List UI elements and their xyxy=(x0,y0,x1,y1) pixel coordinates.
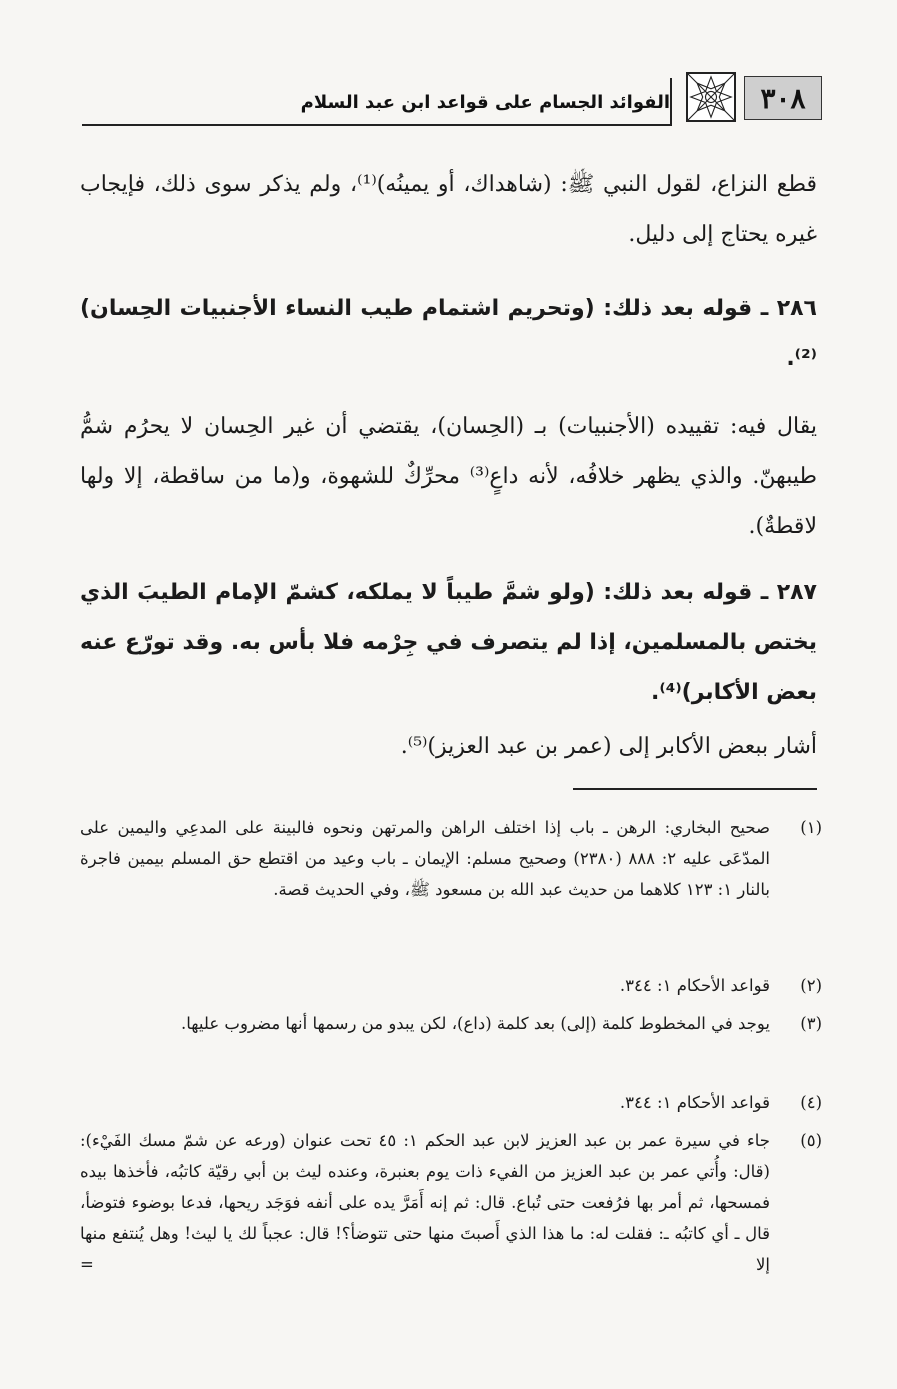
header-rule xyxy=(82,124,672,126)
footnote-text: صحيح البخاري: الرهن ـ باب إذا اختلف الراهن والمرتهن ونحوه فالبينة على المدعِي واليمين على المدّعَى عليه ٢: ٨٨٨ (٢٣٨٠) وصحيح مسلم: الإيمان ـ باب وعيد من اقتطع حق المسلم بيمين فاجرة بالنار ١: ١٢٣ كلاهما من حديث عبد الله بن مسعود ﷺ، وفي الحديث قصة. xyxy=(80,818,771,899)
footnote-number: (٣) xyxy=(800,1014,822,1033)
body-paragraph: يقال فيه: تقييده (الأجنبيات) بـ (الحِسان)، يقتضي أن غير الحِسان لا يحرُم شمُّ طيبهنّ. والذي يظهر خلافُه، لأنه داعٍ⁽³⁾ محرِّكٌ للشهوة، و(ما من ساقطة، إلا ولها لاقطةٌ). xyxy=(80,414,817,539)
page-header xyxy=(82,70,822,128)
page-number: ٣٠٨ xyxy=(744,76,822,120)
running-title: الفوائد الجسام على قواعد ابن عبد السلام xyxy=(300,92,670,113)
geometric-star-ornament-icon xyxy=(686,72,736,122)
footnote-3 xyxy=(80,1008,822,1039)
footnote-text: جاء في سيرة عمر بن عبد العزيز لابن عبد الحكم ١: ٤٥ تحت عنوان (ورعه عن شمّ مسك الفَيْء): (قال: وأُتي عمر بن عبد العزيز من الفيء ذات يوم بعنبرة، وعنده ليث بن أبي رقيّة كاتبُه، فأخذها بيده فمسحها، ثم أمر بها فرُفعت حتى تُباع. قال: ثم إنه أَمَرَّ يده على أنفه فوَجَد ريحها، فدعا بوضوء فتوضأ، قال ـ أي كاتبُه ـ: فقلت له: ما هذا الذي أَصبتَ منها حتى تتوضأ؟! قال: عجباً لك يا ليث! وهل يُنتفع منها إلا = xyxy=(80,1131,771,1274)
footnote-text: قواعد الأحكام ١: ٣٤٤. xyxy=(619,1093,770,1112)
body-paragraph: أشار ببعض الأكابر إلى (عمر بن عبد العزيز)⁽⁵⁾. xyxy=(400,734,817,759)
footnote-2 xyxy=(80,970,822,1001)
footnote-number: (٥) xyxy=(800,1131,822,1150)
footnote-1 xyxy=(80,812,822,905)
quoted-rule-286: ٢٨٦ ـ قوله بعد ذلك: (وتحريم اشتمام طيب النساء الأجنبيات الحِسان)⁽²⁾. xyxy=(80,296,817,371)
header-divider-vertical xyxy=(670,78,672,126)
footnote-number: (١) xyxy=(800,818,822,837)
body-paragraph: قطع النزاع، لقول النبي ﷺ: (شاهداك، أو يمينُه)⁽¹⁾، ولم يذكر سوى ذلك، فإيجاب غيره يحتاج إلى دليل. xyxy=(80,172,818,247)
footnote-number: (٢) xyxy=(800,976,822,995)
footnote-4 xyxy=(80,1087,822,1118)
quoted-rule-287: ٢٨٧ ـ قوله بعد ذلك: (ولو شمَّ طيباً لا يملكه، كشمّ الإمام الطيبَ الذي يختص بالمسلمين، إذا لم يتصرف في جِرْمه فلا بأس به. وقد تورّع عنه بعض الأكابر)⁽⁴⁾. xyxy=(80,580,817,705)
footnote-text: يوجد في المخطوط كلمة (إلى) بعد كلمة (داع)، لكن يبدو من رسمها أنها مضروب عليها. xyxy=(181,1014,770,1033)
footnote-text: قواعد الأحكام ١: ٣٤٤. xyxy=(619,976,770,995)
footnote-separator xyxy=(573,788,817,790)
footnote-number: (٤) xyxy=(800,1093,822,1112)
footnote-5 xyxy=(80,1125,822,1280)
